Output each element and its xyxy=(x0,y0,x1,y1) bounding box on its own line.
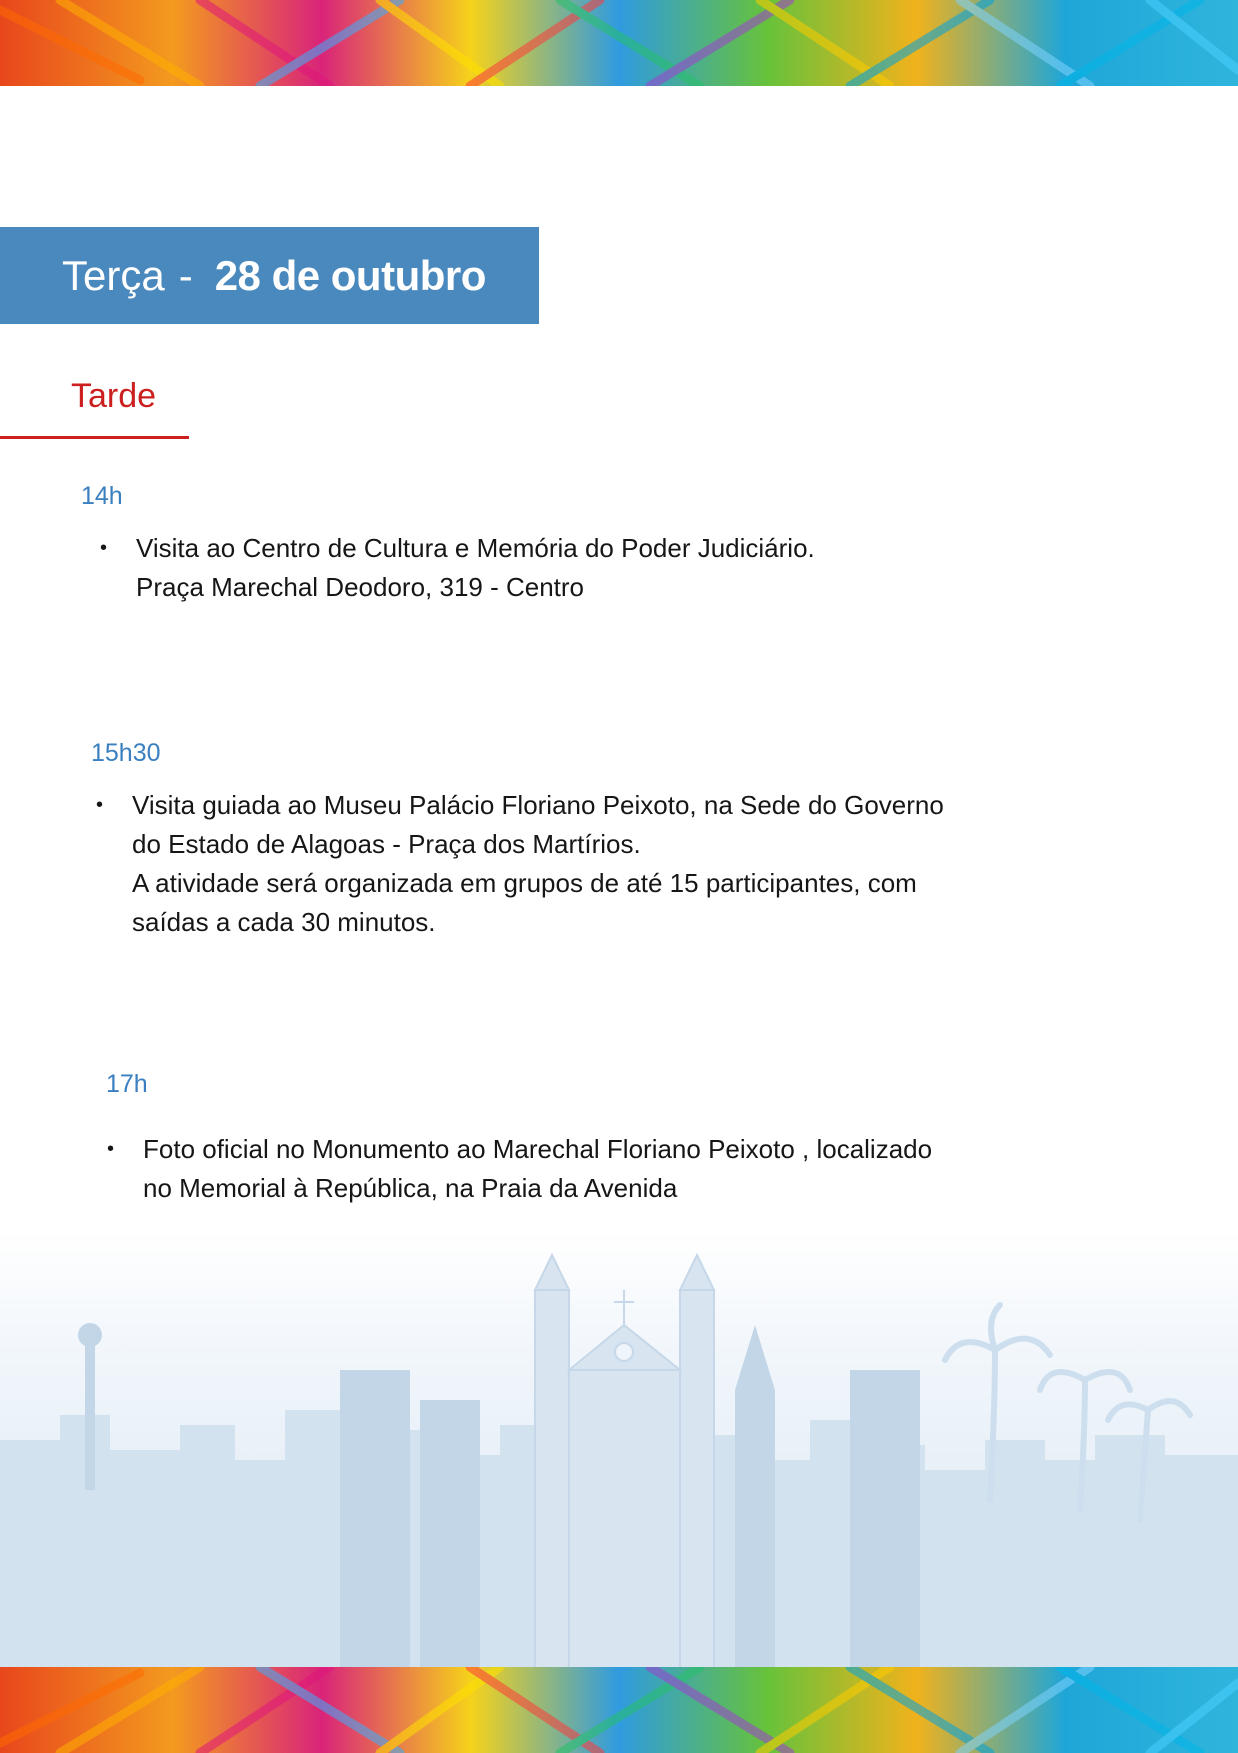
skyline-graphic xyxy=(0,1230,1238,1670)
schedule-time-1: 14h xyxy=(81,482,123,510)
weekday-label: Terça xyxy=(62,251,165,299)
bullet-icon: • xyxy=(100,537,108,559)
schedule-item-1 xyxy=(100,529,815,607)
schedule-item-3 xyxy=(107,1130,933,1208)
schedule-item-3-line-2: no Memorial à República, na Praia da Avenida xyxy=(143,1173,678,1203)
woven-pattern-top xyxy=(0,0,1238,86)
bullet-icon: • xyxy=(96,794,104,816)
schedule-item-2-line-1: Visita guiada ao Museu Palácio Floriano Peixoto, na Sede do Governo xyxy=(132,790,944,820)
bottom-decorative-band xyxy=(0,1667,1238,1753)
woven-pattern-bottom xyxy=(0,1667,1238,1753)
period-underline xyxy=(0,436,189,439)
schedule-item-2-line-4: saídas a cada 30 minutos. xyxy=(132,907,436,937)
schedule-item-2-line-2: do Estado de Alagoas - Praça dos Martírios. xyxy=(132,829,641,859)
bullet-icon: • xyxy=(107,1138,115,1160)
schedule-time-2: 15h30 xyxy=(91,739,161,767)
schedule-item-2-line-3: A atividade será organizada em grupos de até 15 participantes, com xyxy=(132,868,917,898)
schedule-time-3: 17h xyxy=(106,1070,148,1098)
schedule-item-1-line-2: Praça Marechal Deodoro, 319 - Centro xyxy=(136,572,585,602)
schedule-item-3-line-1: Foto oficial no Monumento ao Marechal Floriano Peixoto , localizado xyxy=(143,1134,933,1164)
schedule-item-1-line-1: Visita ao Centro de Cultura e Memória do Poder Judiciário. xyxy=(136,533,815,563)
top-decorative-band xyxy=(0,0,1238,86)
date-label: 28 de outubro xyxy=(214,251,486,299)
period-heading: Tarde xyxy=(71,377,157,415)
schedule-item-2 xyxy=(96,786,944,942)
date-separator: - xyxy=(178,251,193,299)
city-skyline-illustration xyxy=(0,1230,1238,1670)
date-banner xyxy=(0,227,539,324)
